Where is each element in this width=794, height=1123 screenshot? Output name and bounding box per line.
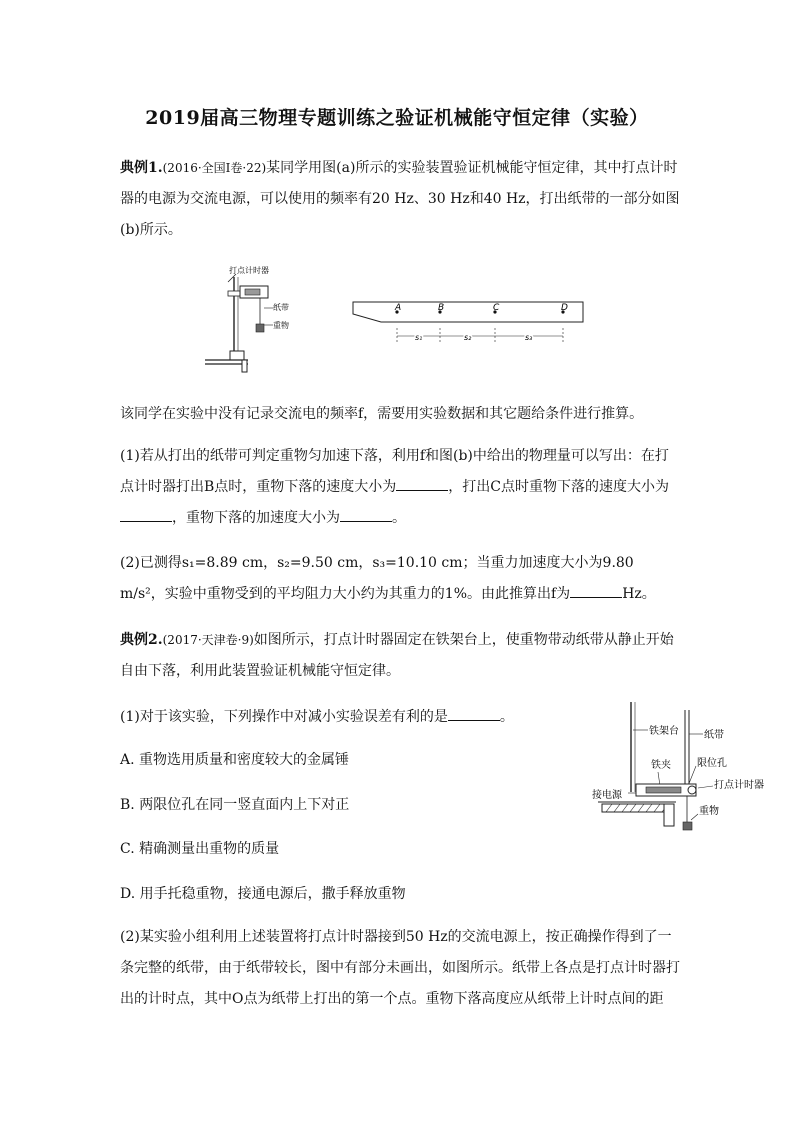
figure-c-stand-label: 铁架台 bbox=[649, 726, 679, 737]
figure-c-weight-label: 重物 bbox=[699, 806, 719, 817]
example-2-label: 典例2. bbox=[120, 632, 163, 648]
example-2-question-1 bbox=[120, 702, 570, 733]
question-1-text-a: (1)若从打出的纸带可判定重物匀加速下落，利用f和图(b)中给出的物理量可以写出：在打点计时器打出B点时，重物下落的速度大小为 bbox=[120, 448, 669, 495]
option-c[interactable]: C. 精确测量出重物的质量 bbox=[120, 841, 280, 857]
tape-label-s3: s₃ bbox=[525, 333, 533, 342]
figure-c-tape-label: 纸带 bbox=[704, 730, 724, 741]
example-1-intro bbox=[120, 153, 680, 246]
example-2-question-1-text: (1)对于该实验，下列操作中对减小实验误差有利的是 bbox=[120, 709, 448, 725]
figure-c-apparatus bbox=[588, 700, 773, 840]
example-1-question-1 bbox=[120, 441, 680, 534]
answer-blank-choice[interactable] bbox=[448, 706, 500, 721]
answer-blank-acceleration[interactable] bbox=[340, 507, 392, 522]
figure-c-power-label: 接电源 bbox=[592, 790, 622, 801]
question-1-text-d: 。 bbox=[392, 510, 406, 526]
example-2-intro bbox=[120, 625, 680, 687]
example-1-label: 典例1. bbox=[120, 160, 163, 176]
tape-label-b: B bbox=[438, 303, 445, 313]
figure-a-weight-label: 重物 bbox=[273, 321, 289, 330]
option-b[interactable]: B. 两限位孔在同一竖直面内上下对正 bbox=[120, 797, 350, 813]
example-1-source: (2016·全国Ⅰ卷·22) bbox=[162, 161, 267, 175]
question-2-text-b: Hz。 bbox=[622, 586, 656, 602]
example-1-question-2 bbox=[120, 548, 680, 610]
example-2-source: (2017·天津卷·9) bbox=[162, 633, 254, 647]
tape-label-c: C bbox=[493, 303, 500, 313]
figure-a-timer-label: 打点计时器 bbox=[229, 266, 269, 275]
tape-label-a: A bbox=[395, 303, 402, 313]
tape-label-d: D bbox=[561, 303, 568, 313]
page-title: 2019届高三物理专题训练之验证机械能守恒定律（实验） bbox=[145, 107, 649, 129]
question-1-text-b: ，打出C点时重物下落的速度大小为 bbox=[448, 479, 670, 495]
figure-a-apparatus bbox=[200, 262, 300, 380]
answer-blank-frequency[interactable] bbox=[570, 583, 622, 598]
tape-label-s1: s₁ bbox=[415, 333, 423, 342]
figure-a-tape-label: 纸带 bbox=[273, 303, 289, 312]
option-d[interactable]: D. 用手托稳重物，接通电源后，撒手释放重物 bbox=[120, 886, 406, 902]
question-1-text-c: ，重物下落的加速度大小为 bbox=[172, 510, 340, 526]
example-2-question-1-end: 。 bbox=[499, 709, 514, 725]
example-2-intro-text: 如图所示，打点计时器固定在铁架台上，使重物带动纸带从静止开始自由下落，利用此装置验证机械能守恒定律。 bbox=[120, 632, 674, 679]
question-2-text-a: (2)已测得s₁=8.89 cm，s₂=9.50 cm，s₃=10.10 cm；当重力加速度大小为9.80 m/s²，实验中重物受到的平均阻力大小约为其重力的1%。由此推算出f为 bbox=[120, 555, 634, 602]
answer-blank-vc[interactable] bbox=[120, 507, 172, 522]
figure-c-clamp-label: 铁夹 bbox=[651, 760, 671, 771]
tape-label-s2: s₂ bbox=[464, 333, 472, 342]
figure-c-hole-label: 限位孔 bbox=[697, 758, 727, 769]
example-1-note: 该同学在实验中没有记录交流电的频率f，需要用实验数据和其它题给条件进行推算。 bbox=[120, 406, 644, 422]
figure-b-tape bbox=[345, 292, 595, 354]
example-2-question-2: (2)某实验小组利用上述装置将打点计时器接到50 Hz的交流电源上，按正确操作得到了一条完整的纸带，由于纸带较长，图中有部分未画出，如图所示。纸带上各点是打点计时器打出的计时点，其中O点为纸带上打出的第一个点。重物下落高度应从纸带上计时点间的距 bbox=[120, 929, 680, 1007]
answer-blank-vb[interactable] bbox=[396, 476, 448, 491]
example-1-intro-text: 某同学用图(a)所示的实验装置验证机械能守恒定律，其中打点计时器的电源为交流电源，可以使用的频率有20 Hz、30 Hz和40 Hz，打出纸带的一部分如图(b)所示。 bbox=[120, 160, 680, 238]
figure-c-timer-label: 打点计时器 bbox=[714, 780, 764, 791]
option-a[interactable]: A. 重物选用质量和密度较大的金属锤 bbox=[120, 752, 350, 768]
